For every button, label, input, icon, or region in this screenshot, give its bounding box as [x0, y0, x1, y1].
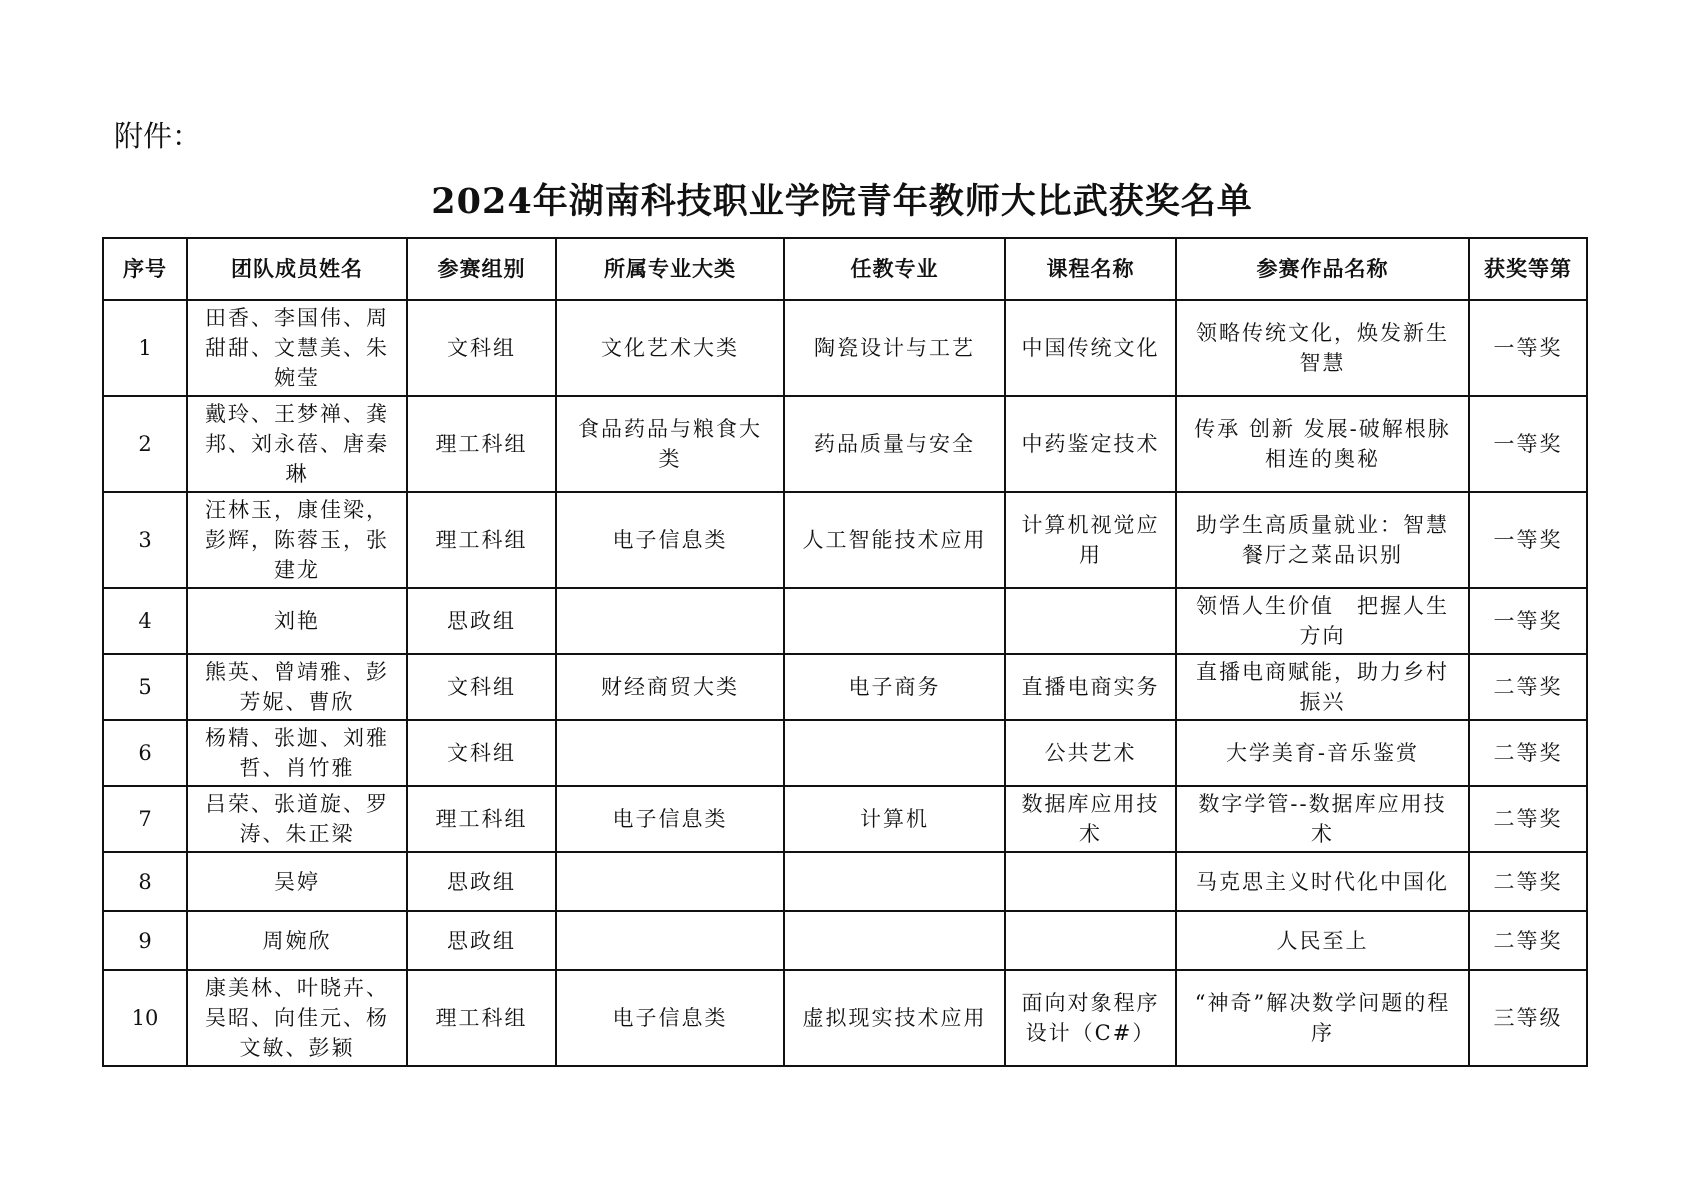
cell-teaching-major: 计算机: [784, 786, 1005, 852]
table-row: [103, 396, 1587, 492]
cell-group: 理工科组: [407, 492, 556, 588]
cell-major-category: [556, 720, 784, 786]
cell-award-level: 二等奖: [1469, 852, 1587, 911]
header-course-name: 课程名称: [1005, 238, 1176, 300]
cell-team-members: 杨精、张迦、刘雅哲、肖竹雅: [187, 720, 407, 786]
cell-award-level: 二等奖: [1469, 786, 1587, 852]
cell-course-name: 中国传统文化: [1005, 300, 1176, 396]
cell-award-level: 一等奖: [1469, 396, 1587, 492]
table-row: [103, 786, 1587, 852]
cell-work-title: 传承 创新 发展-破解根脉相连的奥秘: [1176, 396, 1469, 492]
cell-course-name: 中药鉴定技术: [1005, 396, 1176, 492]
table-row: [103, 911, 1587, 970]
cell-work-title: “神奇”解决数学问题的程序: [1176, 970, 1469, 1066]
cell-teaching-major: [784, 852, 1005, 911]
cell-index: 4: [103, 588, 187, 654]
cell-team-members: 田香、李国伟、周甜甜、文慧美、朱婉莹: [187, 300, 407, 396]
cell-work-title: 大学美育-音乐鉴赏: [1176, 720, 1469, 786]
cell-award-level: 二等奖: [1469, 720, 1587, 786]
table-row: [103, 588, 1587, 654]
cell-major-category: 财经商贸大类: [556, 654, 784, 720]
cell-teaching-major: 人工智能技术应用: [784, 492, 1005, 588]
cell-team-members: 吴婷: [187, 852, 407, 911]
cell-course-name: 面向对象程序设计（C#）: [1005, 970, 1176, 1066]
cell-index: 9: [103, 911, 187, 970]
cell-group: 思政组: [407, 852, 556, 911]
cell-index: 3: [103, 492, 187, 588]
cell-work-title: 直播电商赋能，助力乡村振兴: [1176, 654, 1469, 720]
header-work-title: 参赛作品名称: [1176, 238, 1469, 300]
cell-major-category: 文化艺术大类: [556, 300, 784, 396]
cell-award-level: 一等奖: [1469, 300, 1587, 396]
header-award-level: 获奖等第: [1469, 238, 1587, 300]
cell-major-category: 电子信息类: [556, 492, 784, 588]
cell-group: 理工科组: [407, 396, 556, 492]
cell-work-title: 马克思主义时代化中国化: [1176, 852, 1469, 911]
cell-group: 文科组: [407, 300, 556, 396]
header-index: 序号: [103, 238, 187, 300]
table-header-row: [103, 238, 1587, 300]
cell-teaching-major: [784, 588, 1005, 654]
header-teaching-major: 任教专业: [784, 238, 1005, 300]
cell-major-category: [556, 588, 784, 654]
cell-award-level: 一等奖: [1469, 588, 1587, 654]
cell-course-name: 公共艺术: [1005, 720, 1176, 786]
cell-award-level: 一等奖: [1469, 492, 1587, 588]
cell-course-name: 数据库应用技术: [1005, 786, 1176, 852]
cell-course-name: [1005, 852, 1176, 911]
cell-major-category: 食品药品与粮食大类: [556, 396, 784, 492]
header-group: 参赛组别: [407, 238, 556, 300]
cell-award-level: 二等奖: [1469, 911, 1587, 970]
cell-index: 5: [103, 654, 187, 720]
cell-course-name: [1005, 588, 1176, 654]
cell-team-members: 刘艳: [187, 588, 407, 654]
cell-group: 理工科组: [407, 786, 556, 852]
cell-award-level: 二等奖: [1469, 654, 1587, 720]
cell-group: 思政组: [407, 588, 556, 654]
cell-group: 理工科组: [407, 970, 556, 1066]
cell-index: 7: [103, 786, 187, 852]
cell-work-title: 领悟人生价值 把握人生方向: [1176, 588, 1469, 654]
cell-course-name: [1005, 911, 1176, 970]
cell-teaching-major: [784, 720, 1005, 786]
table-row: [103, 492, 1587, 588]
cell-course-name: 直播电商实务: [1005, 654, 1176, 720]
table-row: [103, 720, 1587, 786]
cell-teaching-major: 陶瓷设计与工艺: [784, 300, 1005, 396]
cell-major-category: 电子信息类: [556, 786, 784, 852]
cell-team-members: 熊英、曾靖雅、彭芳妮、曹欣: [187, 654, 407, 720]
table-row: [103, 300, 1587, 396]
cell-work-title: 助学生高质量就业：智慧餐厅之菜品识别: [1176, 492, 1469, 588]
header-team-members: 团队成员姓名: [187, 238, 407, 300]
cell-group: 思政组: [407, 911, 556, 970]
header-major-category: 所属专业大类: [556, 238, 784, 300]
cell-award-level: 三等级: [1469, 970, 1587, 1066]
table-row: [103, 852, 1587, 911]
cell-major-category: [556, 911, 784, 970]
table-row: [103, 970, 1587, 1066]
cell-work-title: 数字学管--数据库应用技术: [1176, 786, 1469, 852]
cell-team-members: 周婉欣: [187, 911, 407, 970]
cell-team-members: 汪林玉，康佳梁，彭辉，陈蓉玉，张建龙: [187, 492, 407, 588]
cell-team-members: 康美林、叶晓卉、吴昭、向佳元、杨文敏、彭颖: [187, 970, 407, 1066]
cell-index: 1: [103, 300, 187, 396]
cell-teaching-major: [784, 911, 1005, 970]
cell-team-members: 吕荣、张道旋、罗涛、朱正梁: [187, 786, 407, 852]
cell-index: 6: [103, 720, 187, 786]
cell-teaching-major: 电子商务: [784, 654, 1005, 720]
cell-group: 文科组: [407, 654, 556, 720]
cell-course-name: 计算机视觉应用: [1005, 492, 1176, 588]
cell-teaching-major: 药品质量与安全: [784, 396, 1005, 492]
cell-work-title: 领略传统文化，焕发新生智慧: [1176, 300, 1469, 396]
cell-major-category: [556, 852, 784, 911]
table-row: [103, 654, 1587, 720]
document-title: 2024年湖南科技职业学院青年教师大比武获奖名单: [431, 181, 1253, 222]
cell-work-title: 人民至上: [1176, 911, 1469, 970]
award-table: [102, 237, 1588, 1067]
cell-major-category: 电子信息类: [556, 970, 784, 1066]
cell-index: 10: [103, 970, 187, 1066]
cell-index: 8: [103, 852, 187, 911]
cell-index: 2: [103, 396, 187, 492]
attachment-label: 附件：: [114, 119, 202, 153]
cell-teaching-major: 虚拟现实技术应用: [784, 970, 1005, 1066]
cell-team-members: 戴玲、王梦禅、龚邦、刘永蓓、唐秦琳: [187, 396, 407, 492]
cell-group: 文科组: [407, 720, 556, 786]
